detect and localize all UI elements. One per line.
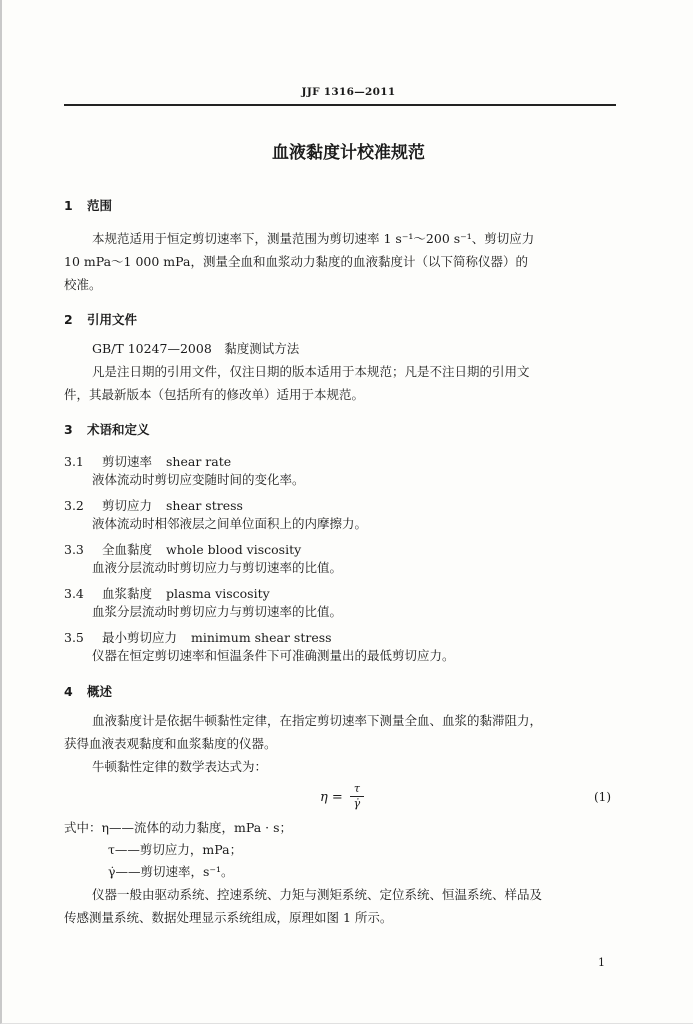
term-number: 3.4 [64, 586, 84, 601]
paragraph-line: 血液黏度计是依据牛顿黏性定律，在指定剪切速率下测量全血、血浆的黏滞阻力， [92, 713, 543, 728]
term-zh: 全血黏度 [102, 542, 153, 557]
term-en: whole blood viscosity [166, 542, 302, 557]
paragraph-line: 牛顿黏性定律的数学表达式为： [92, 759, 268, 774]
section-2-heading [64, 310, 137, 328]
equation-numerator: τ [353, 782, 360, 795]
where-line: 式中：η——流体的动力黏度，mPa · s； [64, 820, 292, 835]
term-number: 3.2 [64, 498, 84, 513]
term-en: shear rate [166, 454, 232, 469]
term-definition: 液体流动时相邻液层之间单位面积上的内摩擦力。 [92, 516, 368, 531]
term-3-2 [64, 496, 243, 514]
term-zh: 血浆黏度 [102, 586, 153, 601]
term-zh: 最小剪切应力 [102, 630, 178, 645]
paragraph-line: 本规范适用于恒定剪切速率下，测量范围为剪切速率 1 s⁻¹～200 s⁻¹、剪切应力 [92, 231, 535, 246]
section-1-heading [64, 196, 112, 214]
term-3-5 [64, 628, 332, 646]
section-4-heading [64, 682, 112, 700]
term-zh: 剪切应力 [102, 498, 153, 513]
paragraph-line: 件，其最新版本（包括所有的修改单）适用于本规范。 [64, 387, 365, 402]
equation-lhs: η = [320, 789, 343, 805]
term-en: shear stress [166, 498, 243, 513]
term-en: minimum shear stress [191, 630, 332, 645]
section-number: 4 [64, 684, 73, 699]
section-title: 概述 [87, 684, 113, 699]
document-title: 血液黏度计校准规范 [272, 143, 425, 163]
where-line: τ——剪切应力，mPa； [108, 842, 243, 857]
term-zh: 剪切速率 [102, 454, 153, 469]
page-number: 1 [598, 956, 605, 969]
section-title: 引用文件 [87, 312, 138, 327]
where-line: γ̇——剪切速率，s⁻¹。 [108, 864, 234, 879]
term-number: 3.3 [64, 542, 84, 557]
paragraph-line: 获得血液表观黏度和血浆黏度的仪器。 [64, 736, 277, 751]
term-3-4 [64, 584, 270, 602]
paragraph-line: 凡是注日期的引用文件，仅注日期的版本适用于本规范；凡是不注日期的引用文 [92, 364, 530, 379]
term-definition: 仪器在恒定剪切速率和恒温条件下可准确测量出的最低剪切应力。 [92, 648, 455, 663]
equation-number: (1) [594, 790, 611, 804]
standard-number-header: JJF 1316—2011 [301, 86, 396, 98]
section-number: 1 [64, 198, 73, 213]
term-3-1 [64, 452, 231, 470]
equation-denominator: γ̇ [353, 796, 361, 810]
term-en: plasma viscosity [166, 586, 270, 601]
term-3-3 [64, 540, 301, 558]
term-definition: 液体流动时剪切应变随时间的变化率。 [92, 472, 305, 487]
term-number: 3.1 [64, 454, 84, 469]
section-title: 范围 [87, 198, 113, 213]
term-definition: 血浆分层流动时剪切应力与剪切速率的比值。 [92, 604, 343, 619]
paragraph-line: 10 mPa～1 000 mPa，测量全血和血浆动力黏度的血液黏度计（以下简称仪器）的 [64, 254, 528, 269]
equation-fraction [350, 782, 364, 811]
reference-standard: GB/T 10247—2008 黏度测试方法 [92, 341, 300, 356]
section-number: 3 [64, 422, 73, 437]
equation-1 [320, 782, 364, 811]
term-number: 3.5 [64, 630, 84, 645]
section-3-heading [64, 420, 150, 438]
section-number: 2 [64, 312, 73, 327]
header-rule [64, 104, 616, 106]
paragraph-line: 仪器一般由驱动系统、控速系统、力矩与测矩系统、定位系统、恒温系统、样品及 [92, 887, 543, 902]
section-title: 术语和定义 [87, 422, 150, 437]
term-definition: 血液分层流动时剪切应力与剪切速率的比值。 [92, 560, 343, 575]
paragraph-line: 传感测量系统、数据处理显示系统组成，原理如图 1 所示。 [64, 910, 393, 925]
paragraph-line: 校准。 [64, 277, 102, 292]
